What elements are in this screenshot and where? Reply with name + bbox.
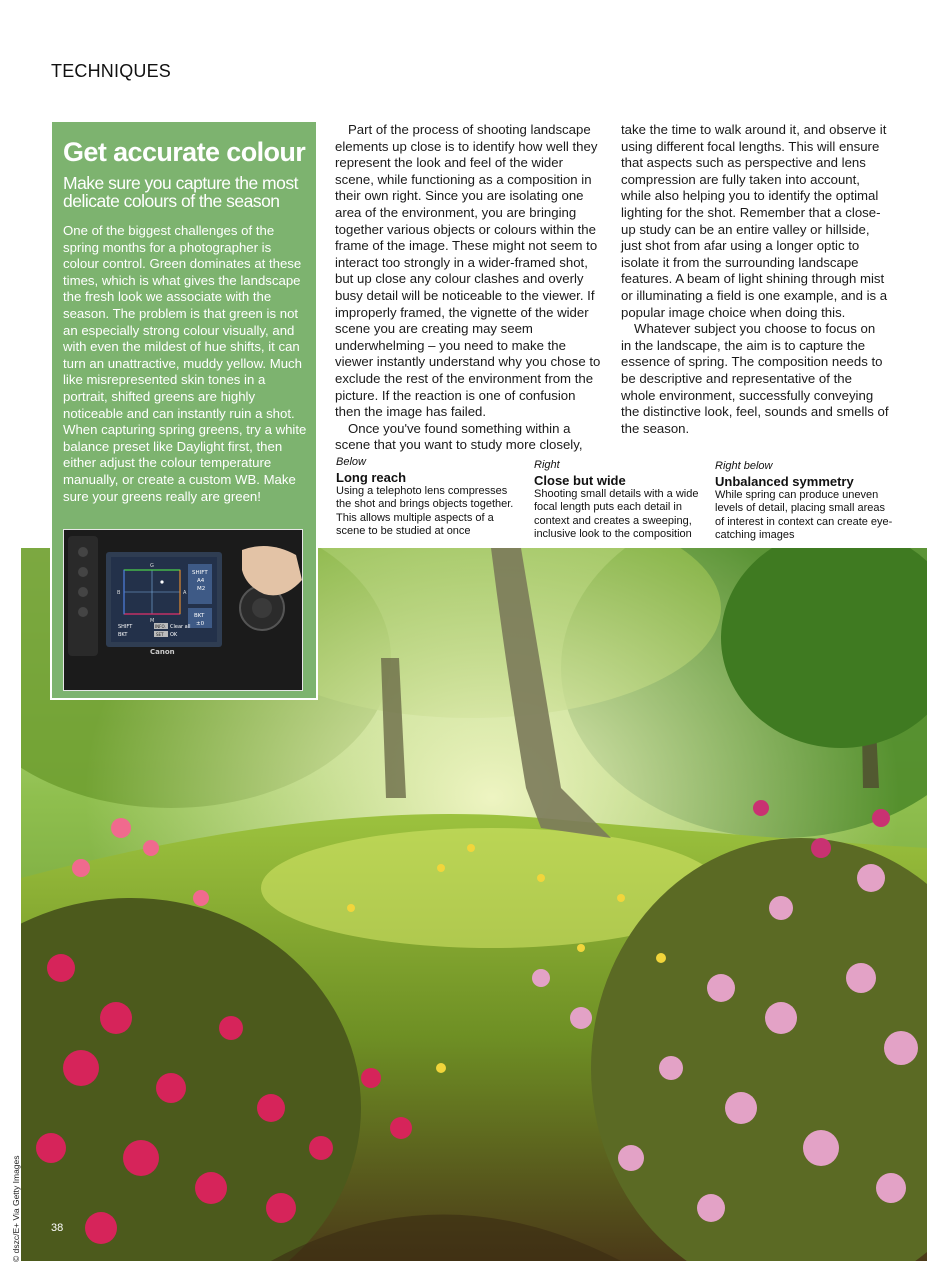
body-paragraph: Whatever subject you choose to focus on in the landscape, the aim is to capture the essence of spring. The composition needs to be descriptive and representative of the whole environment, successfully conveying the distinctive look, feel, sounds and smells of the season.	[621, 321, 889, 436]
caption-direction: Right below	[715, 460, 773, 472]
caption-direction: Below	[336, 456, 366, 468]
caption-unbalanced-symmetry	[715, 460, 895, 543]
caption-text: Using a telephoto lens compresses the shot and brings objects together. This allows multiple aspects of a scene to be studied at once	[336, 484, 514, 538]
caption-text: Shooting small details with a wide focal length puts each detail in context and creates a sweeping, inclusive look to the composition	[534, 487, 699, 541]
lcd-clear-label: Clear all	[170, 624, 191, 630]
body-paragraph: take the time to walk around it, and observe it using different focal lengths. This will ensure that aspects such as perspective and lens compression are fully taken into account, while also helping you to identify the optimal lighting for the shot. Remember that a close-up study can be an entire valley or hillside, just shot from afar using a longer optic to isolate it from the surrounding landscape features. A beam of light shining through mist or illuminating a field is one example, and is a popular image choice when doing this.	[621, 122, 888, 320]
caption-text: While spring can produce uneven levels of detail, placing small areas of interest in context can create eye-catching images	[715, 488, 893, 542]
lcd-bkt-label: BKT	[118, 632, 128, 638]
lcd-clear-button: INFO.	[155, 624, 166, 629]
wb-axis-a: A	[183, 590, 187, 596]
caption-long-reach	[336, 456, 521, 539]
wb-label-zero: ±0	[196, 621, 205, 627]
sidebar-title: Get accurate colour	[63, 137, 306, 167]
sidebar-box	[50, 120, 318, 700]
camera-wb-photo	[63, 529, 303, 691]
lcd-set-button: SET	[156, 632, 164, 637]
wb-axis-g: G	[150, 563, 154, 569]
wb-axis-b: B	[117, 590, 121, 596]
wb-label-bkt: BKT	[194, 613, 205, 619]
caption-title: Close but wide	[534, 472, 626, 488]
page-number: 38	[51, 1222, 64, 1234]
lcd-shift-label: SHIFT	[118, 624, 133, 630]
sidebar-subtitle: Make sure you capture the most delicate colours of the season	[63, 173, 298, 211]
wb-label-a4: A4	[197, 578, 205, 584]
body-paragraph: Part of the process of shooting landscape elements up close is to identify how well they represent the look and feel of the wider scene, while functioning as a composition in their own right. Since you are isolating one area of the environment, you are bringing together various objects or colours within the frame of the image. These might not seem to interact too strongly in a wider-framed shot, but up close any colour clashes and overly busy detail will be noticeable to the viewer. If improperly framed, the vignette of the wider scene you are creating may seem underwhelming – you need to make the viewer instantly understand why you chose to exclude the rest of the environment from the picture. If the reaction is one of confusion then the image has failed.	[335, 122, 601, 420]
photo-credit: © dszc/E+ Via Getty Images	[11, 1155, 21, 1262]
sidebar-body: One of the biggest challenges of the spring months for a photographer is colour control. Green dominates at these times, which is what gives the landscape the fresh look we associate with the season. The problem is that green is not an especially strong colour visually, and with even the mildest of hue shifts, it can turn an unattractive, muddy yellow. Much like misrepresented skin tones in a portrait, shifted greens are highly noticeable and can instantly ruin a shot. When capturing spring greens, try a white balance preset like Daylight first, then either adjust the colour temperature manually, or create a custom WB. Make sure your greens really are green!	[63, 223, 307, 504]
wb-axis-m: M	[150, 618, 155, 624]
caption-title: Unbalanced symmetry	[715, 473, 854, 489]
camera-brand-logo: Canon	[150, 648, 175, 656]
wb-label-m2: M2	[197, 586, 206, 592]
caption-title: Long reach	[336, 469, 407, 485]
lcd-ok-label: OK	[170, 632, 178, 638]
wb-label-shift: SHIFT	[192, 570, 208, 576]
caption-direction: Right	[534, 459, 560, 471]
section-label: TECHNIQUES	[51, 61, 172, 81]
caption-close-but-wide	[534, 459, 704, 542]
body-column-2	[621, 122, 889, 437]
body-column-1	[335, 122, 603, 454]
body-paragraph: Once you've found something within a scene that you want to study more closely,	[335, 420, 583, 453]
